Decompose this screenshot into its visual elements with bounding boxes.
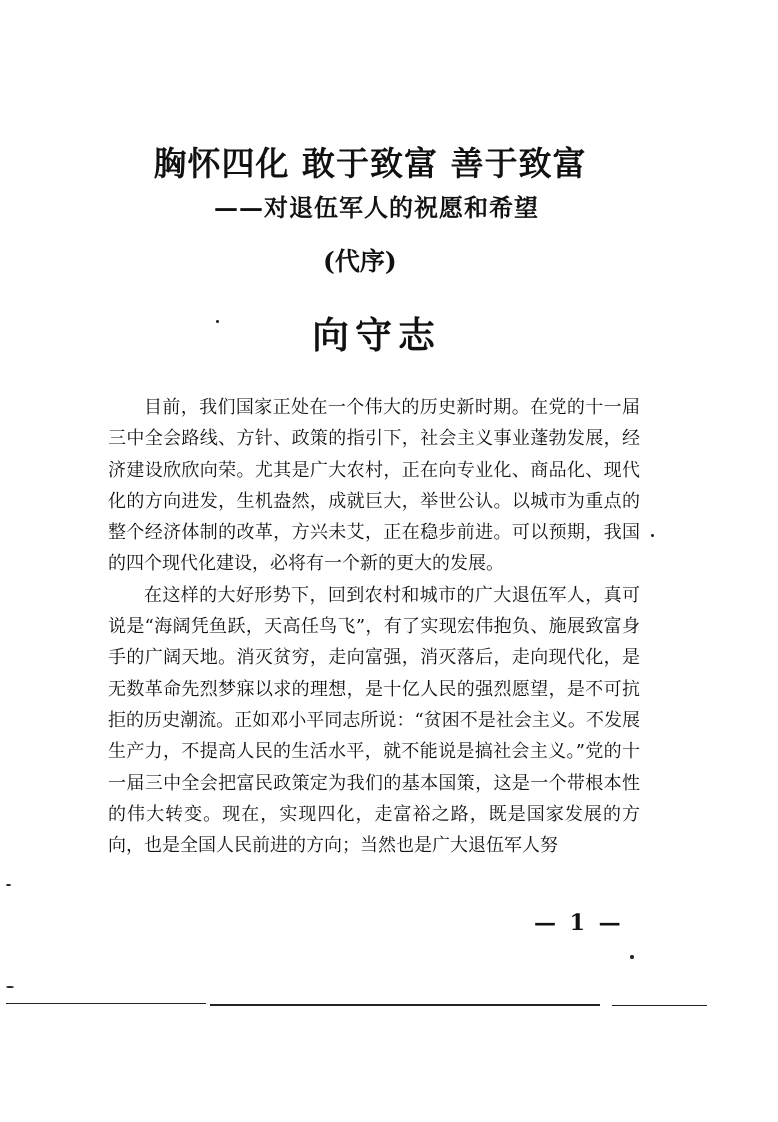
scan-rule bbox=[210, 1004, 600, 1006]
subtitle: ——对退伍军人的祝愿和希望 bbox=[214, 193, 539, 222]
scan-speck bbox=[216, 320, 219, 323]
scan-rule bbox=[6, 1003, 206, 1004]
scan-speck bbox=[651, 534, 654, 537]
page-title: 胸怀四化 敢于致富 善于致富 bbox=[153, 144, 587, 183]
page-number: — 1 — bbox=[534, 910, 624, 936]
preface-label: (代序) bbox=[323, 247, 397, 276]
scan-rule bbox=[612, 1005, 707, 1006]
author-name: 向守志 bbox=[312, 313, 441, 357]
scan-speck bbox=[630, 955, 634, 959]
paragraph: 目前，我们国家正处在一个伟大的历史新时期。在党的十一届三中全会路线、方针、政策的指引下，社会主义事业蓬勃发展，经济建设欣欣向荣。尤其是广大农村，正在向专业化、商品化、现代化的方向进发，生机盎然，成就巨大，举世公认。以城市为重点的整个经济体制的改革，方兴未艾，正在稳步前进。可以预期，我国的四个现代化建设，必将有一个新的更大的发展。 bbox=[108, 397, 640, 575]
scan-speck bbox=[6, 884, 11, 886]
body-text bbox=[108, 392, 640, 861]
scan-speck bbox=[6, 986, 14, 988]
paragraph: 在这样的大好形势下，回到农村和城市的广大退伍军人，真可说是“海阔凭鱼跃，天高任鸟飞”，有了实现宏伟抱负、施展致富身手的广阔天地。消灭贫穷，走向富强，消灭落后，走向现代化，是无数革命先烈梦寐以求的理想，是十亿人民的强烈愿望，是不可抗拒的历史潮流。正如邓小平同志所说：“贫困不是社会主义。不发展生产力，不提高人民的生活水平，就不能说是搞社会主义。”党的十一届三中全会把富民政策定为我们的基本国策，这是一个带根本性的伟大转变。现在，实现四化，走富裕之路，既是国家发展的方向，也是全国人民前进的方向；当然也是广大退伍军人努 bbox=[108, 584, 640, 857]
